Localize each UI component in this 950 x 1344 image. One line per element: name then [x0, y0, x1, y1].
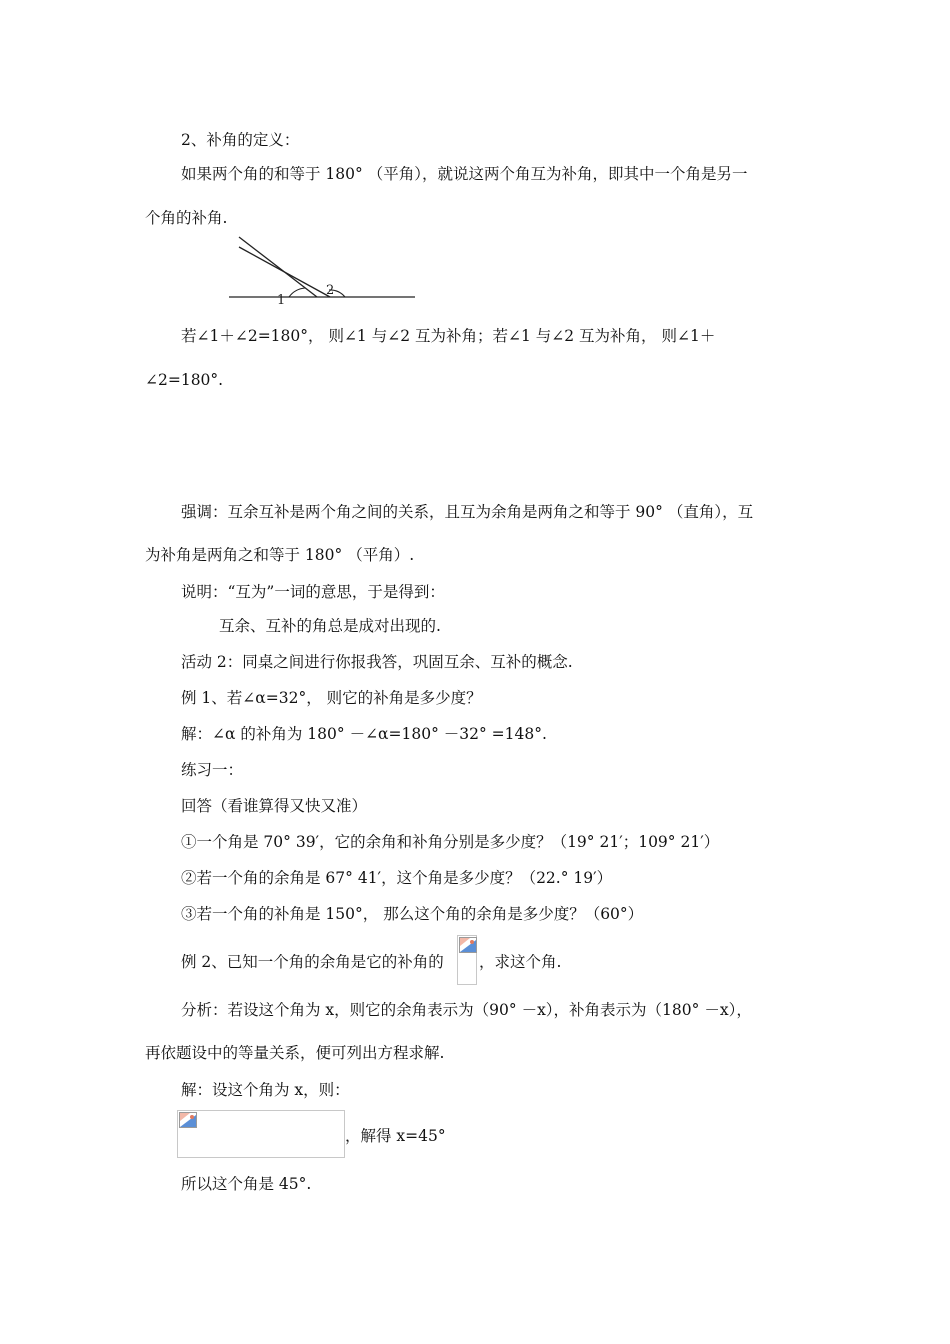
example-2-analysis-line-1: 分析：若设这个角为 x，则它的余角表示为（90° －x），补角表示为（180° －x）， — [181, 1001, 752, 1019]
angle-1-label: 1 — [277, 293, 286, 308]
example-1-question: 例 1、若∠α=32°， 则它的补角是多少度？ — [181, 689, 482, 707]
supplementary-angles-figure — [225, 232, 425, 312]
exercise-title: 练习一： — [181, 761, 244, 779]
example-2-question-end: ，求这个角. — [479, 953, 562, 971]
property-line-1: 若∠1＋∠2=180°， 则∠1 与∠2 互为补角；若∠1 与∠2 互为补角， 则∠1＋ — [181, 327, 716, 345]
definition-line-1: 如果两个角的和等于 180° （平角），就说这两个角互为补角，即其中一个角是另一 — [181, 165, 748, 183]
note-line-1: 说明：“互为”一词的意思，于是得到： — [181, 583, 445, 601]
section-title: 2、补角的定义： — [181, 131, 300, 149]
equation-image-placeholder — [177, 1110, 345, 1158]
angle-2-label: 2 — [326, 283, 335, 298]
fraction-image-placeholder — [457, 935, 477, 985]
emphasis-line-2: 为补角是两角之和等于 180° （平角）. — [145, 546, 415, 564]
example-2-analysis-line-2: 再依题设中的等量关系，便可列出方程求解. — [145, 1044, 445, 1062]
example-2-solution-result: ，解得 x=45° — [345, 1127, 446, 1145]
exercise-question-3: ③若一个角的补角是 150°， 那么这个角的余角是多少度？（60°） — [181, 905, 644, 923]
example-2-question-start: 例 2、已知一个角的余角是它的补角的 — [181, 953, 444, 971]
broken-image-icon — [459, 937, 477, 953]
example-2-conclusion: 所以这个角是 45°. — [181, 1175, 312, 1193]
example-2-solution-intro: 解：设这个角为 x，则： — [181, 1081, 350, 1099]
property-line-2: ∠2=180°. — [145, 371, 224, 389]
exercise-subtitle: 回答（看谁算得又快又准） — [181, 797, 368, 815]
example-1-solution: 解：∠α 的补角为 180° －∠α=180° －32° =148°. — [181, 725, 547, 743]
emphasis-line-1: 强调：互余互补是两个角之间的关系，且互为余角是两角之和等于 90° （直角），互 — [181, 503, 754, 521]
note-line-2: 互余、互补的角总是成对出现的. — [219, 617, 441, 635]
activity-2: 活动 2：同桌之间进行你报我答，巩固互余、互补的概念. — [181, 653, 573, 671]
definition-line-2: 个角的补角. — [145, 209, 228, 227]
broken-image-icon — [179, 1112, 197, 1128]
exercise-question-1: ①一个角是 70° 39′，它的余角和补角分别是多少度？（19° 21′；109° 21′） — [181, 833, 720, 851]
exercise-question-2: ②若一个角的余角是 67° 41′，这个角是多少度？（22.° 19′） — [181, 869, 613, 887]
